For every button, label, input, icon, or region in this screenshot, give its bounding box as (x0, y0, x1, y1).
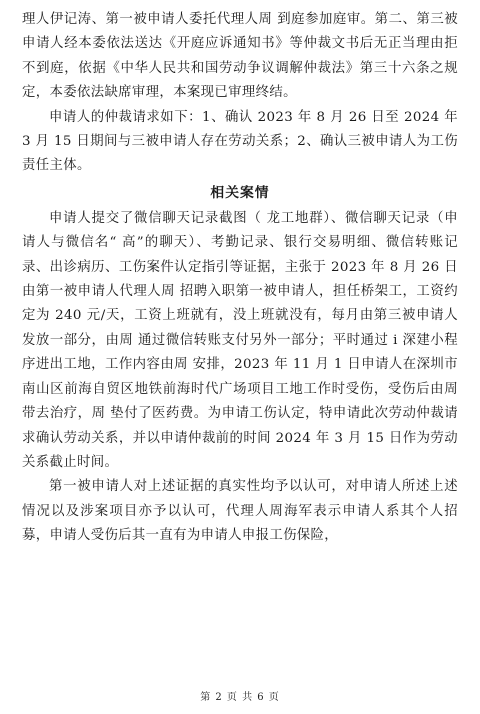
arbitration-claims-paragraph: 申请人的仲裁请求如下：1、确认 2023 年 8 月 26 日至 2024 年 3 月 15 日期间与三被申请人存在劳动关系；2、确认三被申请人为工伤责任主体。 (22, 109, 458, 174)
case-facts-paragraph: 申请人提交了微信聊天记录截图（ 龙工地群）、微信聊天记录（申请人与微信名“ 高”的聊天）、考勤记录、银行交易明细、微信转账记录、出诊病历、工伤案件认定指引等证据，主张于 2023 年 8 月 26 日由第一被申请人代理人周 招聘入职第一被申请人，担任桥架工，工资约定为 240 元/天，工资上班就有，没上班就没有，每月由第三被申请人发放一部分，由周 通过微信转账支付另外一部分；平时通过 i 深建小程序进出工地，工作内容由周 安排，2023 年 11 月 1 日申请人在深圳市南山区前海自贸区地铁前海时代广场项目工地工作时受伤，受伤后由周 带去治疗，周 垫付了医药费。为申请工伤认定，特申请此次劳动仲裁请求确认劳动关系，并以申请仲裁前的时间 2024 年 3 月 15 日作为劳动关系截止时间。 (22, 210, 458, 470)
page-footer: 第 2 页 共 6 页 (200, 692, 280, 703)
respondent-response-paragraph: 第一被申请人对上述证据的真实性均予以认可，对申请人所述上述情况以及涉案项目亦予以认可，代理人周海军表示申请人系其个人招募，申请人受伤后其一直有为申请人申报工伤保险， (22, 479, 458, 544)
section-title: 相关案情 (210, 184, 270, 201)
body-paragraph: 理人伊记涛、第一被申请人委托代理人周 到庭参加庭审。第二、第三被申请人经本委依法送达《开庭应诉通知书》等仲裁文书后无正当理由拒不到庭，依据《中华人民共和国劳动争议调解仲裁法》第三十六条之规定，本委依法缺席审理，本案现已审理终结。 (22, 12, 458, 101)
